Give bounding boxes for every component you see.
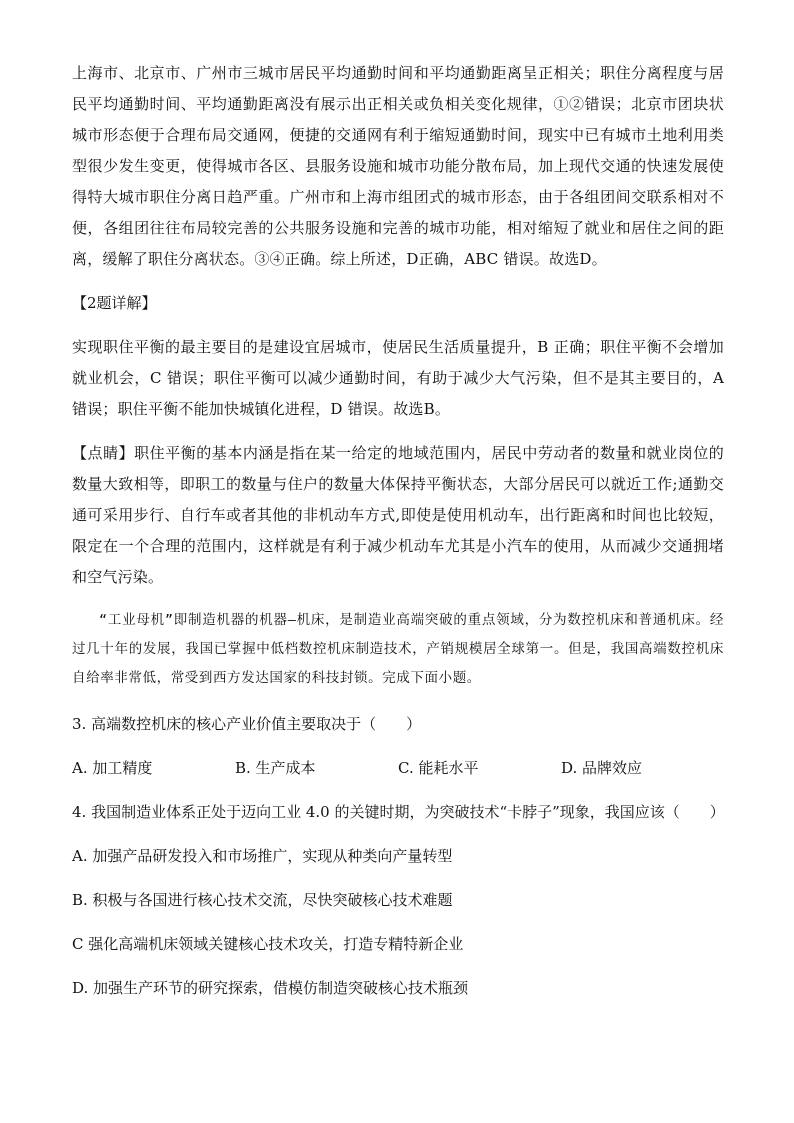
question-3-options (72, 753, 724, 784)
question-4-option-d: D. 加强生产环节的研究探索，借模仿制造突破核心技术瓶颈 (72, 979, 469, 997)
q2-detail-label: 【2题详解】 (72, 294, 157, 312)
question-4-option-b: B. 积极与各国进行核心技术交流，尽快突破核心技术难题 (72, 891, 453, 909)
question-4-option-a: A. 加强产品研发投入和市场推广，实现从种类向产量转型 (72, 847, 453, 865)
question-4-option-c: C 强化高端机床领域关键核心技术攻关，打造专精特新企业 (72, 935, 464, 953)
comment-label: 【点睛】 (72, 444, 135, 462)
material-passage: “工业母机”即制造机器的机器—机床，是制造业高端突破的重点领域，分为数控机床和普通机床。经过几十年的发展，我国已掌握中低档数控机床制造技术，产销规模居全球第一。但是，我国高端数控机床自给率非常低，常受到西方发达国家的科技封锁。完成下面小题。 (72, 612, 724, 686)
question-3-option-a: A. 加工精度 (72, 759, 153, 777)
explanation-q2: 实现职住平衡的最主要目的是建设宜居城市，使居民生活质量提升，B 正确；职住平衡不会增加就业机会，C 错误；职住平衡可以减少通勤时间，有助于减少大气污染，但不是其主要目的，A 错误；职住平衡不能加快城镇化进程，D 错误。故选B。 (72, 338, 724, 418)
question-3-option-c: C. 能耗水平 (398, 759, 479, 777)
question-3-option-d: D. 品牌效应 (561, 759, 643, 777)
document-page (72, 58, 724, 1017)
question-3-stem: 3. 高端数控机床的核心产业价值主要取决于（ ） (72, 715, 422, 733)
comment-text: 职住平衡的基本内涵是指在某一给定的地域范围内，居民中劳动者的数量和就业岗位的数量大致相等，即职工的数量与住户的数量大体保持平衡状态，大部分居民可以就近工作;通勤交通可采用步行、自行车或者其他的非机动车方式,即使是使用机动车，出行距离和时间也比较短，限定在一个合理的范围内，这样就是有利于减少机动车尤其是小汽车的使用，从而减少交通拥堵和空气污染。 (72, 444, 724, 586)
explanation-q1: 上海市、北京市、广州市三城市居民平均通勤时间和平均通勤距离呈正相关；职住分离程度与居民平均通勤时间、平均通勤距离没有展示出正相关或负相关变化规律，①②错误；北京市团块状城市形态便于合理布局交通网，便捷的交通网有利于缩短通勤时间，现实中已有城市土地利用类型很少发生变更，使得城市各区、县服务设施和城市功能分散布局，加上现代交通的快速发展使得特大城市职住分离日趋严重。广州市和上海市组团式的城市形态，由于各组团间交联系相对不便，各组团往往布局较完善的公共服务设施和完善的城市功能，相对缩短了就业和居住之间的距离，缓解了职住分离状态。③④正确。综上所述，D正确，ABC 错误。故选D。 (72, 64, 724, 268)
comment-paragraph (72, 438, 724, 593)
question-3-option-b: B. 生产成本 (235, 759, 316, 777)
question-4-stem: 4. 我国制造业体系正处于迈向工业 4.0 的关键时期，为突破技术“卡脖子”现象，我国应该（ ） (72, 803, 725, 821)
